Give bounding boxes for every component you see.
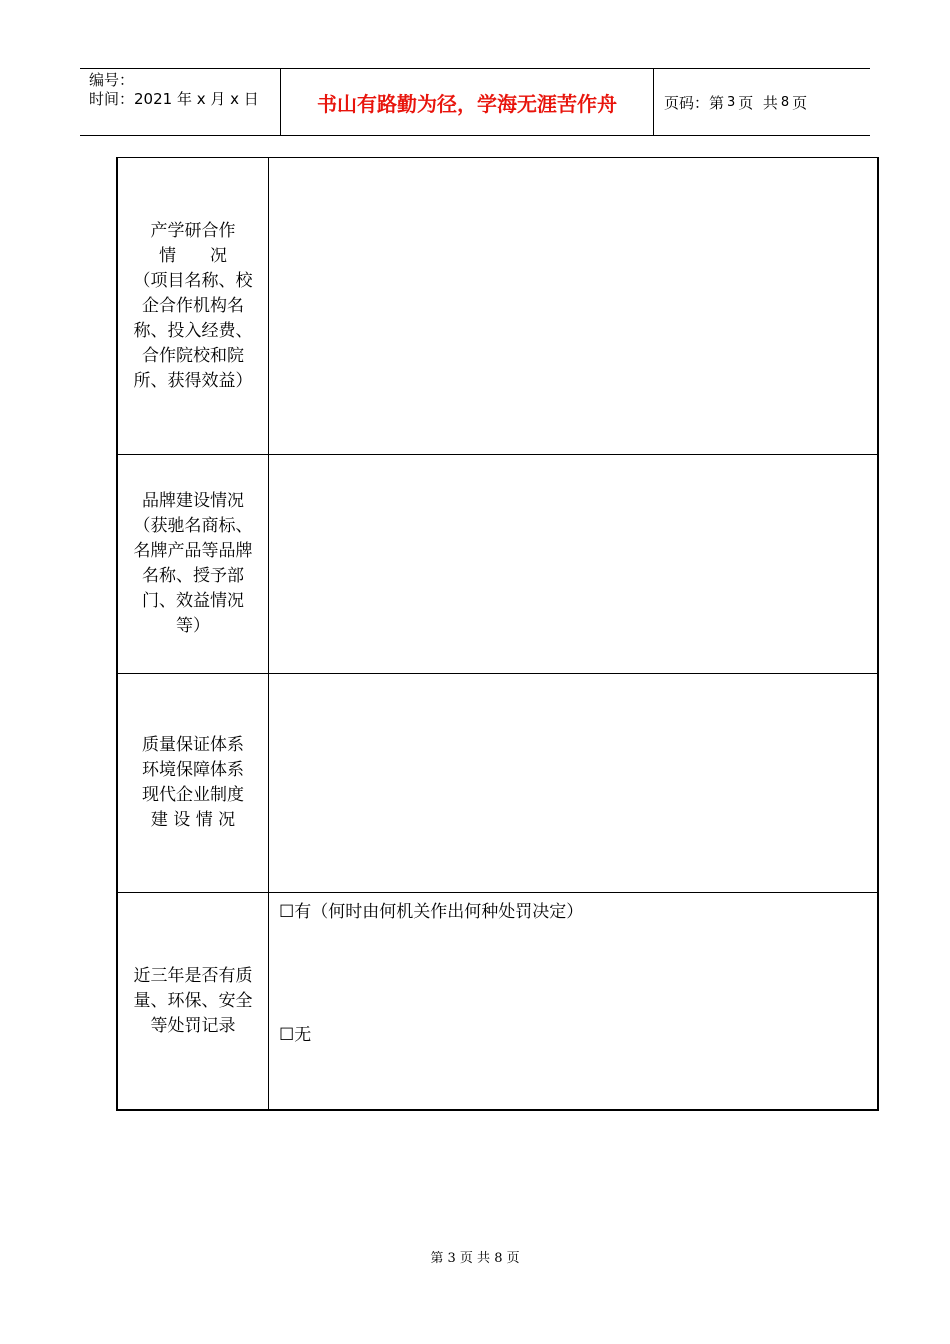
label-line: 产学研合作 (150, 220, 236, 241)
label-line: 等） (176, 616, 210, 636)
row-penalty-record (118, 892, 877, 1110)
option-yes-checkbox[interactable]: ☐有（何时由何机关作出何种处罚决定） (279, 902, 584, 922)
label-line: （项目名称、校 (133, 270, 253, 291)
label-line: 情 况 (159, 245, 227, 266)
label-line: 品牌建设情况 (142, 491, 244, 511)
page-header (80, 68, 870, 136)
label-line: 所、获得效益） (133, 370, 253, 391)
label-line: （获驰名商标、 (133, 516, 253, 536)
page-end: 页 (792, 93, 808, 112)
label-line: 名称、授予部 (142, 566, 244, 586)
label-industry-academia (118, 158, 269, 454)
row-industry-academia (118, 158, 877, 454)
row-quality-system (118, 673, 877, 892)
header-meta (80, 69, 281, 135)
page-mid: 页 共 (738, 93, 778, 112)
label-line: 建 设 情 况 (150, 810, 236, 830)
option-no-checkbox[interactable]: ☐无 (279, 1025, 312, 1045)
input-brand-building[interactable] (269, 455, 877, 673)
label-line: 量、环保、安全 (133, 991, 253, 1011)
label-line: 企合作机构名 (142, 295, 244, 316)
label-line: 称、投入经费、 (133, 320, 253, 341)
form-table (116, 157, 879, 1111)
input-industry-academia[interactable] (269, 158, 877, 454)
label-line: 质量保证体系 (142, 735, 244, 755)
label-brand-building (118, 455, 269, 673)
label-line: 现代企业制度 (142, 785, 244, 805)
number-label: 编号： (89, 71, 135, 89)
page-current: 3 (727, 94, 736, 110)
page-footer: 第 3 页 共 8 页 (430, 1251, 520, 1266)
header-motto: 书山有路勤为径，学海无涯苦作舟 (281, 69, 654, 135)
page-total: 8 (780, 94, 790, 110)
label-line: 等处罚记录 (150, 1016, 236, 1036)
input-quality-system[interactable] (269, 674, 877, 892)
label-line: 门、效益情况 (142, 591, 244, 611)
header-page-info (654, 69, 870, 135)
label-line: 合作院校和院 (142, 345, 244, 366)
penalty-options (269, 893, 877, 1110)
label-line: 近三年是否有质 (133, 966, 253, 986)
date-label: 时间：2021 年 x 月 x 日 (89, 90, 259, 108)
page-label: 页码：第 (664, 93, 725, 112)
label-line: 名牌产品等品牌 (133, 541, 253, 561)
label-line: 环境保障体系 (142, 760, 244, 780)
row-brand-building (118, 454, 877, 673)
label-quality-system (118, 674, 269, 892)
label-penalty-record (118, 893, 269, 1110)
